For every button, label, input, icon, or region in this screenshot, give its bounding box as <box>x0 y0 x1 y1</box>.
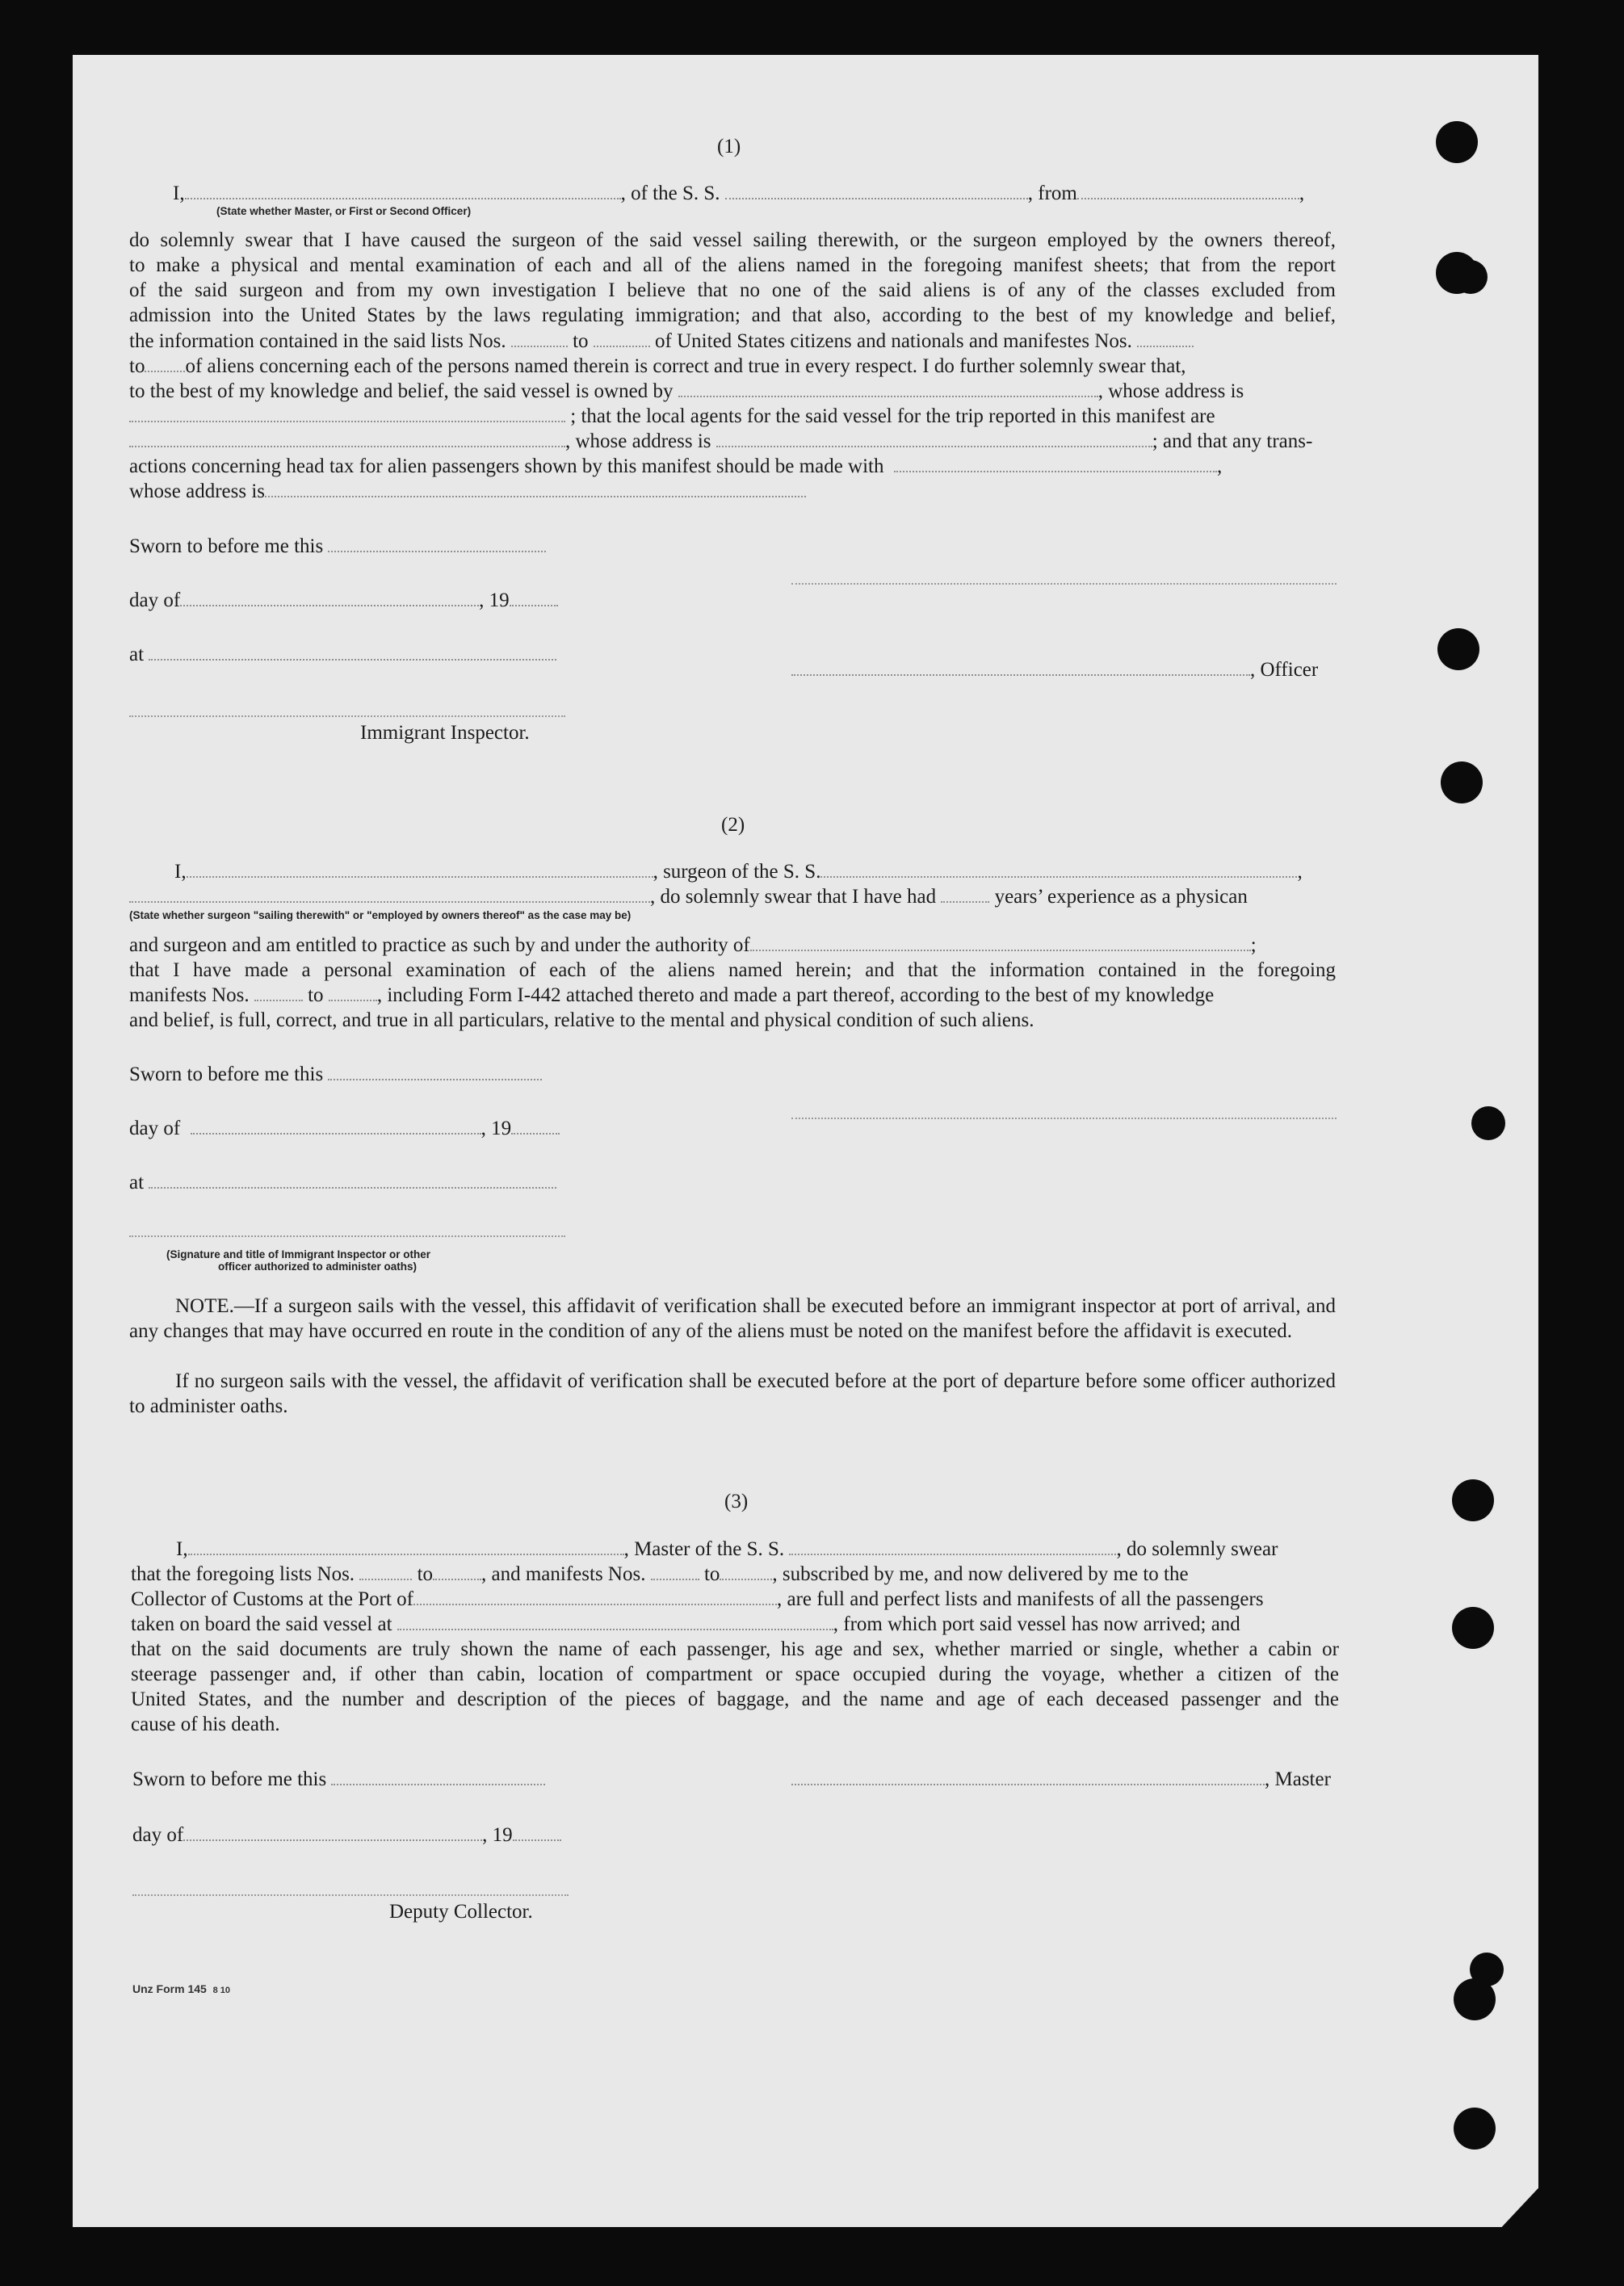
day-label <box>129 1118 560 1140</box>
blank <box>716 446 1152 447</box>
blank <box>185 198 621 199</box>
text: , <box>1217 455 1223 477</box>
blank <box>820 876 1297 878</box>
punch-hole <box>1452 1479 1494 1521</box>
blank <box>129 901 650 903</box>
text: of aliens concerning each of the persons named therein is correct and true in every respect. I do further solemnly swear that, <box>185 355 1186 377</box>
blank <box>1137 346 1194 347</box>
text: to <box>573 330 589 352</box>
head-tax-line <box>129 455 1222 478</box>
blank <box>511 1133 560 1135</box>
text: to the best of my knowledge and belief, the said vessel is owned by <box>129 380 674 402</box>
blank <box>188 1554 624 1555</box>
blank <box>145 371 185 372</box>
text: 8 10 <box>212 1986 231 1995</box>
punch-hole <box>1436 121 1478 163</box>
text-line: admission into the United States by the laws regulating immigration; and that also, according to the best of my knowledge and belief, <box>129 304 1336 326</box>
blank <box>187 876 653 878</box>
text-line: that on the said documents are truly shown the name of each passenger, his age and sex, whether married or single, whether a cabin or <box>131 1638 1339 1660</box>
text: , and manifests Nos. <box>481 1563 646 1585</box>
text: the information contained in the said lists Nos. <box>129 330 506 352</box>
lists-line <box>131 1563 1189 1586</box>
field-note: (State whether surgeon "sailing therewith" or "employed by owners thereof" as the case may be) <box>129 909 632 921</box>
text: Unz Form 145 <box>132 1982 207 1995</box>
text: , whose address is <box>565 430 711 452</box>
text-line: do solemnly swear that I have caused the surgeon of the said vessel sailing therewith, or the surgeon employed by the owners thereof, <box>129 229 1336 251</box>
text: , Master <box>1265 1768 1331 1790</box>
text: Sworn to before me this <box>129 535 324 557</box>
text: , 19 <box>482 1824 513 1846</box>
blank <box>725 198 1028 199</box>
blank <box>791 674 1250 676</box>
port-line <box>131 1588 1264 1611</box>
blank <box>941 901 989 903</box>
punch-hole <box>1454 2108 1496 2150</box>
blank <box>791 1784 1265 1785</box>
field-note: (State whether Master, or First or Second Officer) <box>216 205 472 217</box>
text: at <box>129 644 145 665</box>
text: to <box>308 984 324 1006</box>
sworn-label <box>129 1063 542 1086</box>
text: to <box>129 355 145 377</box>
text: I, <box>174 861 187 883</box>
signature-line <box>129 1235 565 1237</box>
authority-line <box>129 934 1257 957</box>
note-paragraph: If no surgeon sails with the vessel, the affidavit of verification shall be executed before at the port of departure before some officer authorized to administer oaths. <box>129 1370 1336 1417</box>
manifests-line <box>129 984 1214 1007</box>
section-number: (3) <box>724 1491 749 1512</box>
master-name-line <box>173 182 1304 205</box>
section-number: (1) <box>717 136 741 157</box>
text: taken on board the said vessel at <box>131 1613 392 1635</box>
text: , surgeon of the S. S. <box>653 861 821 883</box>
text: actions concerning head tax for alien passengers shown by this manifest should be made with <box>129 455 884 477</box>
text: day of <box>129 1118 181 1139</box>
text: whose address is <box>129 480 266 502</box>
sworn-label <box>129 535 546 558</box>
text: Collector of Customs at the Port of <box>131 1588 413 1610</box>
owner-line <box>129 380 1244 403</box>
blank <box>359 1579 412 1580</box>
text: , subscribed by me, and now delivered by me to the <box>772 1563 1189 1585</box>
blank <box>894 471 1217 472</box>
sworn-label <box>132 1768 545 1791</box>
punch-hole <box>1454 260 1488 294</box>
blank <box>594 346 650 347</box>
punch-hole <box>1471 1106 1505 1140</box>
text-line: cause of his death. <box>131 1713 280 1735</box>
text: , from <box>1027 182 1077 204</box>
blank <box>513 1839 561 1841</box>
blank <box>254 1000 303 1001</box>
text: , Officer <box>1250 659 1319 681</box>
blank <box>1077 198 1299 199</box>
text: , are full and perfect lists and manifests of all the passengers <box>776 1588 1264 1610</box>
text: at <box>129 1172 145 1193</box>
blank <box>720 1579 772 1580</box>
day-label <box>129 589 558 612</box>
signature-note: officer authorized to administer oaths) <box>218 1260 418 1273</box>
text: years’ experience as a physican <box>994 886 1248 908</box>
blank <box>510 605 558 606</box>
blank <box>183 1839 482 1841</box>
surgeon-name-line <box>174 861 1303 883</box>
text: I, <box>176 1538 188 1560</box>
blank <box>329 1000 377 1001</box>
master-signature <box>791 1768 1331 1791</box>
text-line: of the said surgeon and from my own investigation I believe that no one of the said aliens is of any of the classes excluded from <box>129 279 1336 301</box>
at-label <box>129 644 556 666</box>
text: manifests Nos. <box>129 984 250 1006</box>
punch-hole <box>1441 761 1483 803</box>
text-line: steerage passenger and, if other than cabin, location of compartment or space occupied during the voyage, whether a citizen of the <box>131 1663 1339 1685</box>
text: , whose address is <box>1097 380 1244 402</box>
note-paragraph: NOTE.—If a surgeon sails with the vessel, this affidavit of verification shall be executed before an immigrant inspector at port of arrival, and any changes that may have occurred en route in the condition of any of the aliens must be noted on the manifest before the affidavit is executed. <box>129 1295 1336 1342</box>
text: day of <box>129 589 181 611</box>
blank <box>265 496 806 497</box>
signature-line <box>132 1894 569 1896</box>
text: ; <box>1250 934 1257 956</box>
text: , of the S. S. <box>620 182 720 204</box>
officer-signature <box>791 659 1318 682</box>
signature-line <box>791 583 1337 585</box>
text: , 19 <box>479 589 510 611</box>
agents-address-line <box>129 430 1312 453</box>
blank <box>750 950 1251 951</box>
text: Sworn to before me this <box>132 1768 327 1790</box>
blank <box>651 1579 699 1580</box>
text: to <box>417 1563 434 1585</box>
blank <box>511 346 568 347</box>
address-line <box>129 480 806 503</box>
text-line: to make a physical and mental examination of each and all of the aliens named in the foregoing manifest sheets; that from the report <box>129 254 1336 276</box>
blank <box>413 1604 777 1605</box>
blank <box>149 659 556 661</box>
at-label <box>129 1172 556 1194</box>
blank <box>191 1133 481 1135</box>
blank <box>129 446 565 447</box>
blank <box>328 1079 542 1080</box>
punch-hole <box>1454 1978 1496 2020</box>
text: , <box>1299 182 1305 204</box>
taken-line <box>131 1613 1240 1636</box>
blank <box>331 1784 545 1785</box>
punch-hole <box>1437 628 1479 670</box>
text: Sworn to before me this <box>129 1063 324 1085</box>
text: , Master of the S. S. <box>623 1538 785 1560</box>
text: and surgeon and am entitled to practice as such by and under the authority of <box>129 934 750 956</box>
text: , including Form I-442 attached thereto and made a part thereof, according to the best of my knowledge <box>376 984 1215 1006</box>
punch-hole <box>1452 1607 1494 1649</box>
inspector-line <box>129 715 565 717</box>
lists-line <box>129 330 1194 353</box>
blank <box>433 1579 481 1580</box>
text: that the foregoing lists Nos. <box>131 1563 355 1585</box>
text-line: and belief, is full, correct, and true in all particulars, relative to the mental and physical condition of such aliens. <box>129 1009 1034 1031</box>
text: day of <box>132 1824 184 1846</box>
text: of United States citizens and nationals and manifestes Nos. <box>655 330 1132 352</box>
experience-line <box>129 886 1248 908</box>
blank <box>397 1629 833 1630</box>
text-line: that I have made a personal examination of each of the aliens named herein; and that the information contained in the foregoing <box>129 959 1336 981</box>
text: , <box>1297 861 1303 883</box>
text-line: United States, and the number and description of the pieces of baggage, and the name and age of each deceased passenger and the <box>131 1688 1339 1710</box>
aliens-line <box>129 355 1186 378</box>
signature-line <box>791 1118 1337 1119</box>
blank <box>789 1554 1116 1555</box>
signature-note: (Signature and title of Immigrant Inspector or other <box>166 1248 431 1260</box>
text: to <box>703 1563 720 1585</box>
text: , do solemnly swear <box>1116 1538 1278 1560</box>
collector-label: Deputy Collector. <box>389 1901 533 1923</box>
blank <box>129 421 565 422</box>
blank <box>180 605 479 606</box>
blank <box>149 1187 556 1189</box>
form-number <box>132 1982 230 1995</box>
section-number: (2) <box>721 814 745 836</box>
text: ; that the local agents for the said vessel for the trip reported in this manifest are <box>570 405 1215 427</box>
day-label <box>132 1824 561 1847</box>
inspector-label: Immigrant Inspector. <box>360 722 530 744</box>
text: , do solemnly swear that I have had <box>650 886 937 908</box>
text: , from which port said vessel has now arrived; and <box>833 1613 1240 1635</box>
master-name-line <box>176 1538 1278 1561</box>
blank <box>328 551 546 552</box>
agents-line <box>129 405 1215 428</box>
blank <box>678 396 1098 397</box>
text: I, <box>173 182 185 204</box>
text: ; and that any trans- <box>1152 430 1313 452</box>
text: , 19 <box>480 1118 512 1139</box>
